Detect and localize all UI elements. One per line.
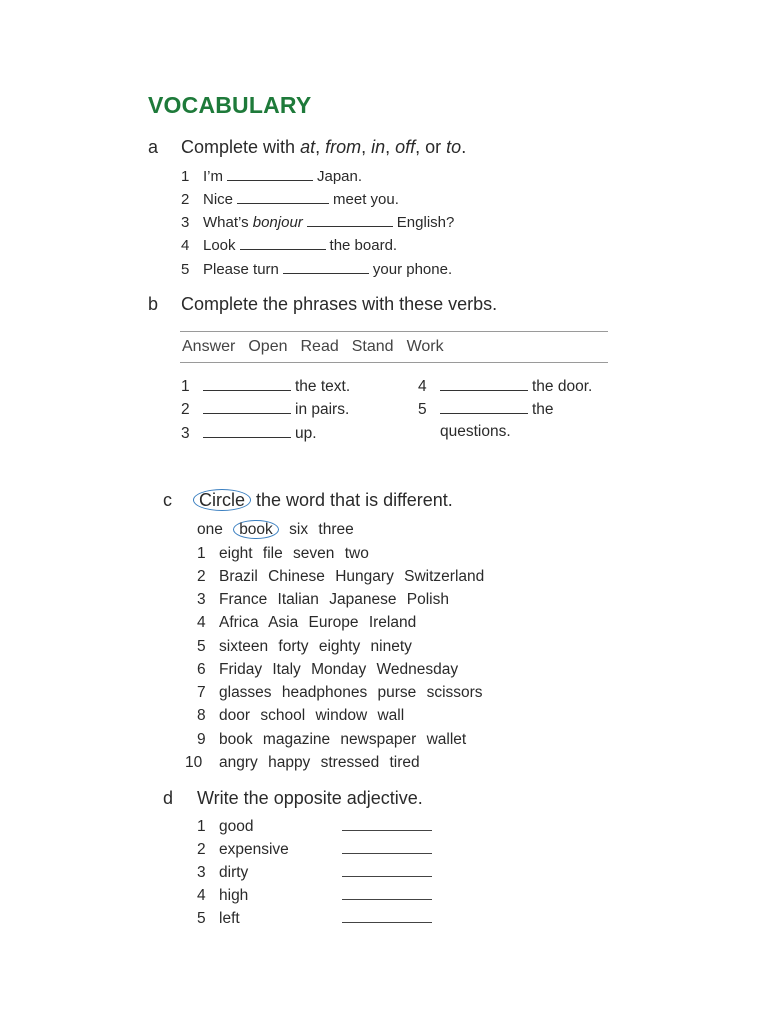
verb-word: Read <box>300 338 339 355</box>
answer-blank[interactable] <box>203 378 291 391</box>
answer-blank[interactable] <box>240 237 326 250</box>
list-item-continuation: questions. <box>440 423 511 440</box>
section-b-letter: b <box>148 294 159 314</box>
divider <box>180 362 608 363</box>
list-item[interactable]: 6 Friday Italy Monday Wednesday <box>197 661 459 678</box>
answer-blank[interactable] <box>342 853 432 854</box>
section-d-instruction: Write the opposite adjective. <box>197 788 423 808</box>
divider <box>180 331 608 332</box>
answer-blank[interactable] <box>342 876 432 877</box>
list-item[interactable]: 3 France Italian Japanese Polish <box>197 591 449 608</box>
answer-blank[interactable] <box>440 401 528 414</box>
circled-word[interactable]: book <box>233 520 279 539</box>
list-item: 2 expensive <box>197 841 289 859</box>
example-row: one book six three <box>197 521 354 538</box>
list-item: 3 up. <box>181 425 317 442</box>
list-item[interactable]: 1 eight file seven two <box>197 545 369 562</box>
section-a-letter: a <box>148 137 159 157</box>
answer-blank[interactable] <box>342 899 432 900</box>
list-item: 4 Look the board. <box>181 237 398 254</box>
list-item: 4 high <box>197 887 248 905</box>
list-item: 2 in pairs. <box>181 401 350 418</box>
answer-blank[interactable] <box>342 830 432 831</box>
verb-word: Work <box>406 338 444 355</box>
answer-blank[interactable] <box>237 191 329 204</box>
list-item: 1 I’m Japan. <box>181 168 363 185</box>
list-item: 4 the door. <box>418 378 593 395</box>
section-c-letter: c <box>163 490 172 510</box>
list-item: 2 Nice meet you. <box>181 191 399 208</box>
list-item: 5 the <box>418 401 554 418</box>
verb-word: Stand <box>351 338 394 355</box>
verb-word: Open <box>248 338 288 355</box>
list-item[interactable]: 7 glasses headphones purse scissors <box>197 684 483 701</box>
list-item[interactable]: 2 Brazil Chinese Hungary Switzerland <box>197 568 485 585</box>
answer-blank[interactable] <box>203 401 291 414</box>
circled-word: Circle <box>193 489 251 511</box>
answer-blank[interactable] <box>227 168 313 181</box>
list-item: 1 the text. <box>181 378 351 395</box>
answer-blank[interactable] <box>307 214 393 227</box>
answer-blank[interactable] <box>203 425 291 438</box>
answer-blank[interactable] <box>440 378 528 391</box>
list-item: 5 left <box>197 910 240 928</box>
verb-word-box <box>182 338 457 356</box>
list-item[interactable]: 10 angry happy stressed tired <box>185 754 420 771</box>
section-b-instruction: Complete the phrases with these verbs. <box>181 294 498 314</box>
section-c-instruction: Circle the word that is different. <box>197 490 453 511</box>
list-item[interactable]: 4 Africa Asia Europe Ireland <box>197 614 417 631</box>
list-item: 1 good <box>197 818 253 836</box>
list-item: 3 What’s bonjour English? <box>181 214 455 231</box>
list-item: 5 Please turn your phone. <box>181 261 453 278</box>
list-item[interactable]: 9 book magazine newspaper wallet <box>197 731 467 748</box>
verb-word: Answer <box>182 338 236 355</box>
section-d-letter: d <box>163 788 174 808</box>
list-item[interactable]: 5 sixteen forty eighty ninety <box>197 638 412 655</box>
answer-blank[interactable] <box>342 922 432 923</box>
list-item[interactable]: 8 door school window wall <box>197 707 405 724</box>
section-a-instruction: Complete with at, from, in, off, or to. <box>181 137 467 157</box>
answer-blank[interactable] <box>283 261 369 274</box>
page-title: VOCABULARY <box>148 92 312 118</box>
list-item: 3 dirty <box>197 864 248 882</box>
